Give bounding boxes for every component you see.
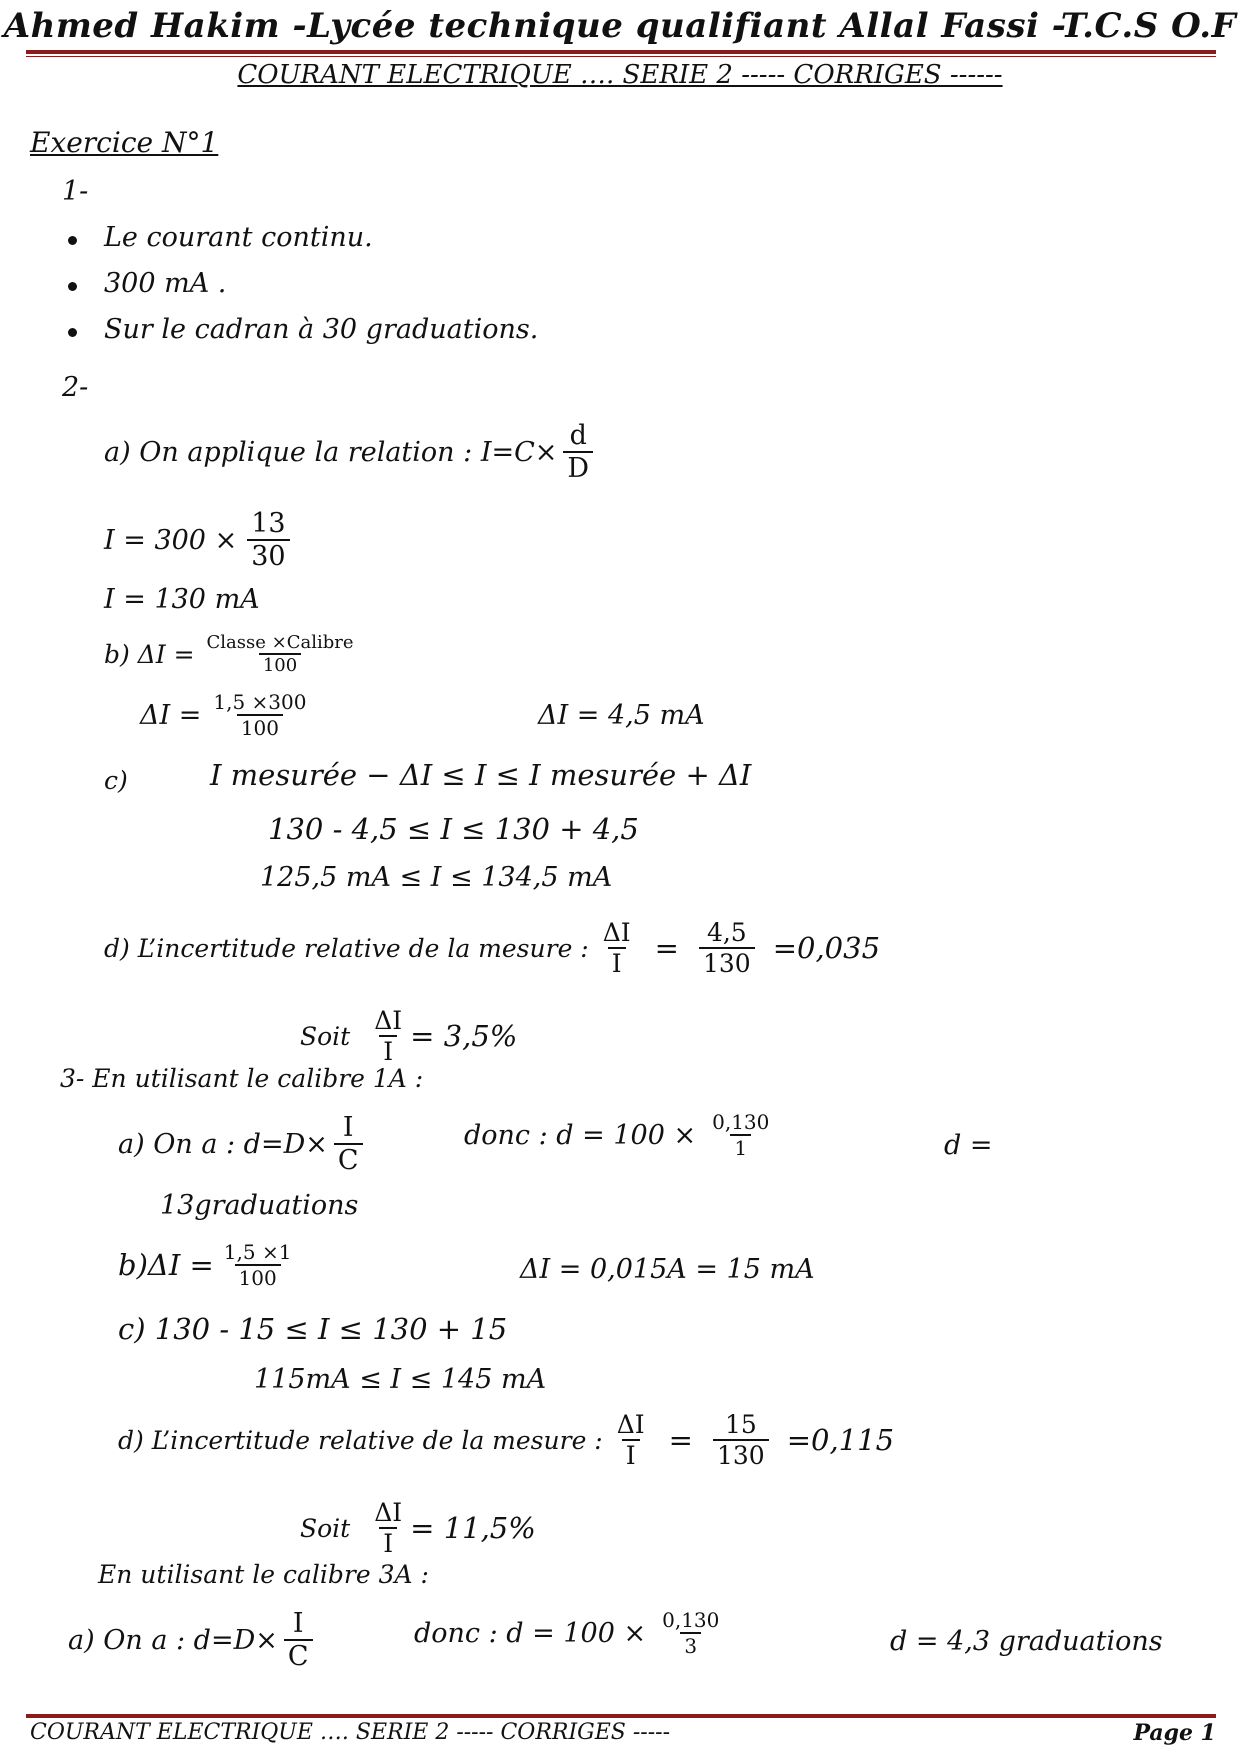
q3-d-intro: d) L’incertitude relative de la mesure :	[118, 1425, 603, 1455]
frac-numerator: ΔI	[374, 1498, 403, 1527]
q2-soit-line	[300, 1006, 517, 1066]
frac-numerator: 15	[724, 1410, 757, 1439]
q3-a-donc	[464, 1110, 773, 1160]
fraction-deltaI-over-I	[370, 1498, 406, 1558]
q3-intro: 3- En utilisant le calibre 1A :	[60, 1064, 424, 1093]
q1-bullet-2: 300 mA .	[104, 268, 227, 299]
frac-denominator: I	[379, 1527, 397, 1558]
q3-a-result: 13graduations	[160, 1190, 359, 1221]
q4-a-line	[68, 1608, 313, 1672]
page-number: Page 1	[1133, 1720, 1216, 1746]
q3-d-result: =0,115	[786, 1423, 895, 1457]
q1-bullet-3: Sur le cadran à 30 graduations.	[104, 314, 539, 345]
header-author-line: Ahmed Hakim -Lycée technique qualifiant Allal Fassi -T.C.S O.F	[3, 6, 1237, 46]
q2-a-relation	[104, 420, 593, 484]
frac-denominator: I	[608, 947, 626, 978]
frac-denominator: 1	[730, 1134, 751, 1160]
frac-denominator: C	[284, 1639, 313, 1672]
q4-a-donc	[414, 1608, 723, 1658]
frac-denominator: I	[622, 1439, 640, 1470]
frac-numerator: 0,130	[662, 1608, 720, 1632]
bullet-icon	[68, 236, 77, 245]
footer-rule	[26, 1714, 1216, 1718]
frac-numerator: 13	[251, 508, 286, 539]
q3-b-line	[118, 1240, 295, 1290]
q2-b-calculation	[140, 690, 310, 740]
frac-numerator: 1,5 ×300	[213, 690, 307, 714]
frac-numerator: 1,5 ×1	[223, 1240, 292, 1264]
frac-denominator: 100	[259, 653, 301, 676]
q2-c-result: 125,5 mA ≤ I ≤ 134,5 mA	[260, 862, 613, 893]
equals-sign: =	[668, 1423, 693, 1457]
q2-d-intro: d) L’incertitude relative de la mesure :	[104, 933, 589, 963]
q3-a-donc-prefix: donc : d = 100 ×	[464, 1119, 697, 1151]
fraction-deltaI-over-I	[370, 1006, 406, 1066]
q3-d-relative-uncertainty	[118, 1410, 894, 1470]
q4-a-result: d = 4,3 graduations	[890, 1626, 1163, 1657]
exercise-title: Exercice N°1	[30, 126, 219, 159]
fraction-deltaI-over-I	[599, 918, 635, 978]
q4-intro: En utilisant le calibre 3A :	[98, 1560, 429, 1589]
fraction-1-5x300-over-100	[209, 690, 310, 740]
fraction-classe-calibre	[203, 632, 358, 676]
q2-c-inequality: I mesurée − ΔI ≤ I ≤ I mesurée + ΔI	[210, 758, 752, 792]
fraction-d-over-D	[563, 420, 593, 484]
q2-soit-result: = 3,5%	[410, 1019, 518, 1053]
footer-title: COURANT ELECTRIQUE …. SERIE 2 ----- CORRIGES -----	[30, 1720, 671, 1745]
frac-denominator: D	[563, 451, 593, 484]
frac-denominator: I	[379, 1035, 397, 1066]
frac-denominator: C	[334, 1143, 363, 1176]
soit-label: Soit	[300, 1021, 351, 1051]
frac-numerator: d	[569, 420, 587, 451]
soit-label: Soit	[300, 1513, 351, 1543]
fraction-I-over-C	[284, 1608, 313, 1672]
q4-a-donc-prefix: donc : d = 100 ×	[414, 1617, 647, 1649]
q2-label: 2-	[62, 372, 89, 403]
q1-label: 1-	[62, 176, 89, 207]
q2-c-substitution: 130 - 4,5 ≤ I ≤ 130 + 4,5	[268, 812, 639, 846]
q3-a-prefix: a) On a : d=D×	[118, 1128, 328, 1160]
fraction-deltaI-over-I	[613, 1410, 649, 1470]
q3-b-prefix: b)ΔI =	[118, 1248, 214, 1282]
q3-b-result: ΔI = 0,015A = 15 mA	[520, 1254, 815, 1285]
frac-numerator: ΔI	[374, 1006, 403, 1035]
q3-soit-line	[300, 1498, 536, 1558]
q1-bullet-1: Le courant continu.	[104, 222, 373, 253]
header-rule-thick	[26, 50, 1216, 54]
fraction-4-5-over-130	[699, 918, 755, 978]
q2-a-result: I = 130 mA	[104, 584, 260, 615]
q2-a-calculation	[104, 508, 290, 572]
header-rule-thin	[26, 56, 1216, 57]
frac-numerator: I	[292, 1608, 304, 1639]
frac-denominator: 130	[713, 1439, 769, 1470]
q2-a-intro: a) On applique la relation : I=C×	[104, 436, 558, 468]
q3-c-result: 115mA ≤ I ≤ 145 mA	[254, 1364, 547, 1395]
frac-denominator: 130	[699, 947, 755, 978]
frac-numerator: 0,130	[712, 1110, 770, 1134]
q2-b-formula	[104, 632, 358, 676]
q2-a-line1-prefix: I = 300 ×	[104, 524, 238, 556]
q3-soit-result: = 11,5%	[410, 1511, 536, 1545]
q4-a-prefix: a) On a : d=D×	[68, 1624, 278, 1656]
frac-denominator: 100	[235, 1264, 281, 1290]
frac-denominator: 30	[247, 539, 289, 572]
fraction-I-over-C	[334, 1112, 363, 1176]
q3-a-line	[118, 1112, 363, 1176]
q2-d-result: =0,035	[772, 931, 881, 965]
frac-numerator: Classe ×Calibre	[206, 632, 354, 653]
frac-numerator: ΔI	[616, 1410, 645, 1439]
fraction-0-130-over-1	[708, 1110, 773, 1160]
q2-b-line-prefix: ΔI =	[140, 699, 202, 731]
frac-numerator: I	[342, 1112, 354, 1143]
q2-b-result: ΔI = 4,5 mA	[538, 700, 705, 731]
fraction-0-130-over-3	[658, 1608, 723, 1658]
fraction-1-5x1-over-100	[220, 1240, 296, 1290]
header-subtitle: COURANT ELECTRIQUE …. SERIE 2 ----- CORRIGES ------	[237, 60, 1003, 90]
frac-denominator: 3	[680, 1632, 701, 1658]
equals-sign: =	[654, 931, 679, 965]
q2-c-label: c)	[104, 766, 128, 795]
fraction-15-over-130	[713, 1410, 769, 1470]
bullet-icon	[68, 282, 77, 291]
bullet-icon	[68, 328, 77, 337]
q3-a-d: d =	[944, 1130, 993, 1161]
frac-numerator: ΔI	[602, 918, 631, 947]
fraction-13-over-30	[247, 508, 289, 572]
q2-b-prefix: b) ΔI =	[104, 639, 195, 669]
frac-denominator: 100	[237, 714, 283, 740]
frac-numerator: 4,5	[706, 918, 747, 947]
q2-d-relative-uncertainty	[104, 918, 880, 978]
q3-c-substitution: c) 130 - 15 ≤ I ≤ 130 + 15	[118, 1312, 508, 1346]
